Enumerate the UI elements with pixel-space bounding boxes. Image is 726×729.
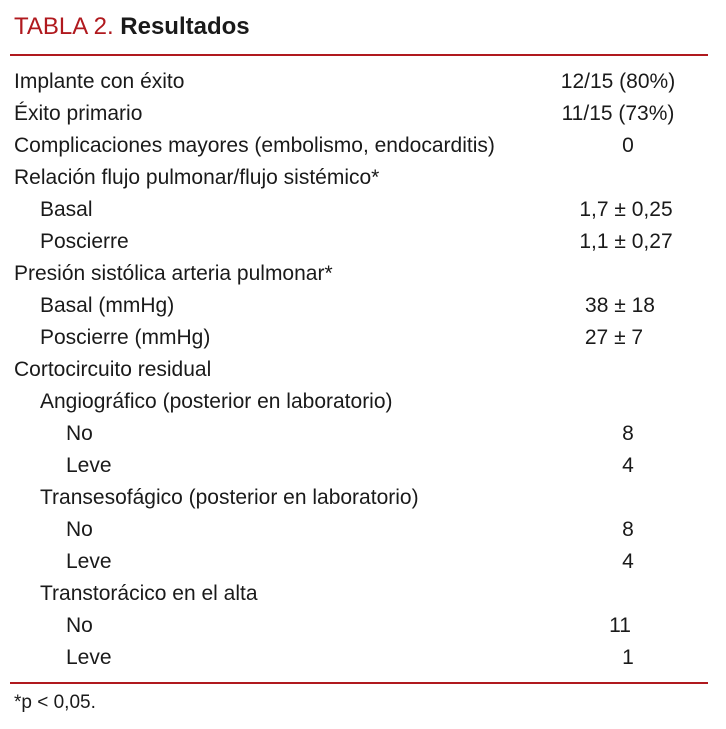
row-label: Presión sistólica arteria pulmonar* — [14, 262, 333, 285]
table-row — [0, 578, 726, 610]
table-row — [0, 642, 726, 674]
row-label: Transesofágico (posterior en laboratorio) — [40, 486, 419, 509]
table-row — [0, 386, 726, 418]
table-row — [0, 226, 726, 258]
table-row — [0, 194, 726, 226]
table-row — [0, 546, 726, 578]
table-title — [14, 12, 250, 42]
row-label: Éxito primario — [14, 102, 143, 125]
row-label: No — [66, 422, 93, 445]
table-number: TABLA 2. — [14, 13, 114, 40]
table-row — [0, 258, 726, 290]
row-label: Leve — [66, 550, 112, 573]
results-table — [0, 66, 726, 674]
row-value: 12/15 (80%) — [560, 70, 676, 93]
row-value: 4 — [622, 454, 634, 477]
row-label: Relación flujo pulmonar/flujo sistémico* — [14, 166, 380, 189]
row-value: 8 — [622, 518, 634, 541]
row-value: 1,7 ± 0,25 — [579, 198, 673, 221]
bottom-rule — [10, 682, 708, 684]
row-label: Basal — [40, 198, 93, 221]
row-label: Transtorácico en el alta — [40, 582, 258, 605]
table-row — [0, 290, 726, 322]
row-label: Implante con éxito — [14, 70, 185, 93]
row-value: 8 — [622, 422, 634, 445]
row-value: 38 ± 18 — [585, 294, 655, 317]
footnote: *p < 0,05. — [14, 692, 96, 713]
table-row — [0, 514, 726, 546]
table-row — [0, 322, 726, 354]
row-value: 11 — [609, 614, 631, 637]
row-value: 1 — [622, 646, 634, 669]
row-label: No — [66, 614, 93, 637]
table-row — [0, 610, 726, 642]
row-value: 4 — [622, 550, 634, 573]
row-label: Complicaciones mayores (embolismo, endocarditis) — [14, 134, 495, 157]
table-row — [0, 130, 726, 162]
top-rule — [10, 54, 708, 56]
row-value: 1,1 ± 0,27 — [579, 230, 673, 253]
row-label: Angiográfico (posterior en laboratorio) — [40, 390, 393, 413]
table-row — [0, 482, 726, 514]
row-label: Cortocircuito residual — [14, 358, 212, 381]
table-row — [0, 98, 726, 130]
row-label: Leve — [66, 646, 112, 669]
row-value: 0 — [622, 134, 634, 157]
table-row — [0, 66, 726, 98]
row-label: Basal (mmHg) — [40, 294, 175, 317]
table-row — [0, 162, 726, 194]
row-value: 27 ± 7 — [584, 326, 644, 349]
row-label: Leve — [66, 454, 112, 477]
table-row — [0, 450, 726, 482]
row-value: 11/15 (73%) — [561, 102, 675, 125]
table-row — [0, 418, 726, 450]
table-row — [0, 354, 726, 386]
row-label: Poscierre (mmHg) — [40, 326, 211, 349]
row-label: Poscierre — [40, 230, 129, 253]
row-label: No — [66, 518, 93, 541]
table-name: Resultados — [120, 13, 250, 40]
